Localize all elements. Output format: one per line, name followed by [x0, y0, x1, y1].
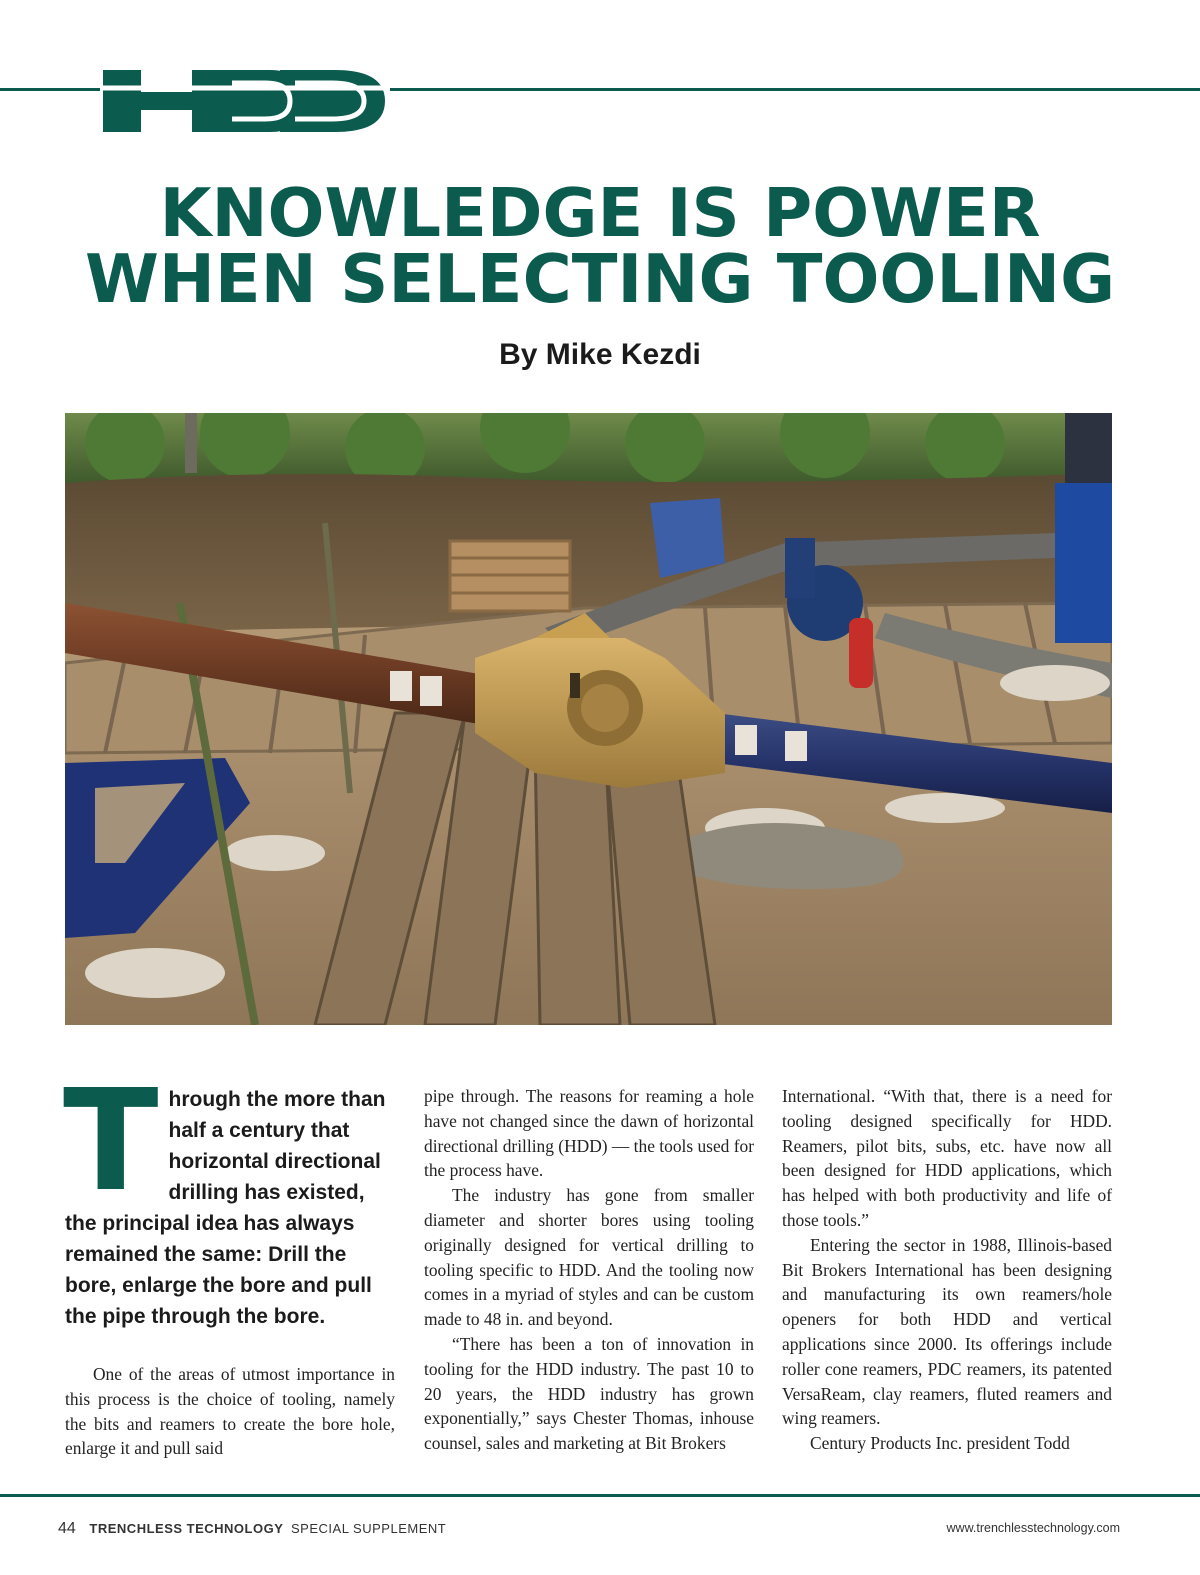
- article-column-1: [63, 1060, 395, 1461]
- paragraph: pipe through. The reasons for reaming a hole have not changed since the dawn of horizontal directional drilling (HDD) — the tools used for the process have.: [424, 1086, 754, 1181]
- lead-text: hrough the more than half a century that horizontal directional drilling has existed, the principal idea has always remained the same: Drill the bore, enlarge the bore and pull the pipe through the bore.: [65, 1088, 386, 1328]
- article-headline: [0, 174, 1200, 318]
- footer-url[interactable]: www.trenchlesstechnology.com: [946, 1521, 1120, 1535]
- paragraph: One of the areas of utmost importance in this process is the choice of tooling, namely the bits and reamers to create the bore hole, enlarge it and pull said: [65, 1364, 395, 1459]
- article-lead-paragraph: [63, 1060, 395, 1332]
- hdd-section-logo: [100, 66, 390, 136]
- paragraph: International. “With that, there is a need for tooling designed specifically for HDD. Reamers, pilot bits, subs, etc. have now all been designed for HDD applications, which has helped with both productivity and life of those tools.”: [782, 1086, 1112, 1230]
- drop-cap: T: [63, 1060, 159, 1223]
- article-photo-drilling-reamer: [65, 413, 1112, 1025]
- paragraph: “There has been a ton of innovation in tooling for the HDD industry. The past 10 to 20 years, the HDD industry has grown exponentially,” says Chester Thomas, inhouse counsel, sales and marketing at Bit Brokers: [424, 1333, 754, 1454]
- headline-line-2: WHEN SELECTING TOOLING: [84, 240, 1116, 318]
- footer-rule: [0, 1494, 1200, 1497]
- article-column-2: [424, 1084, 754, 1456]
- headline-line-1: KNOWLEDGE IS POWER: [159, 174, 1041, 252]
- byline: By Mike Kezdi: [499, 338, 701, 371]
- supplement-label: SPECIAL SUPPLEMENT: [291, 1521, 447, 1536]
- article-column-3: [782, 1084, 1112, 1456]
- paragraph: Century Products Inc. president Todd: [810, 1433, 1070, 1454]
- paragraph: The industry has gone from smaller diameter and shorter bores using tooling originally designed for vertical drilling to tooling specific to HDD. And the tooling now comes in a myriad of styles and can be custom made to 48 in. and beyond.: [424, 1185, 754, 1330]
- paragraph: Entering the sector in 1988, Illinois-based Bit Brokers International has been designing and manufacturing its own reamers/hole openers for both HDD and vertical applications since 2000. Its offerings include roller cone reamers, PDC reamers, its patented VersaReam, clay reamers, fluted reamers and wing reamers.: [782, 1234, 1112, 1429]
- footer-left: [58, 1520, 446, 1538]
- page-number: 44: [58, 1520, 76, 1537]
- magazine-name: TRENCHLESS TECHNOLOGY: [89, 1521, 284, 1536]
